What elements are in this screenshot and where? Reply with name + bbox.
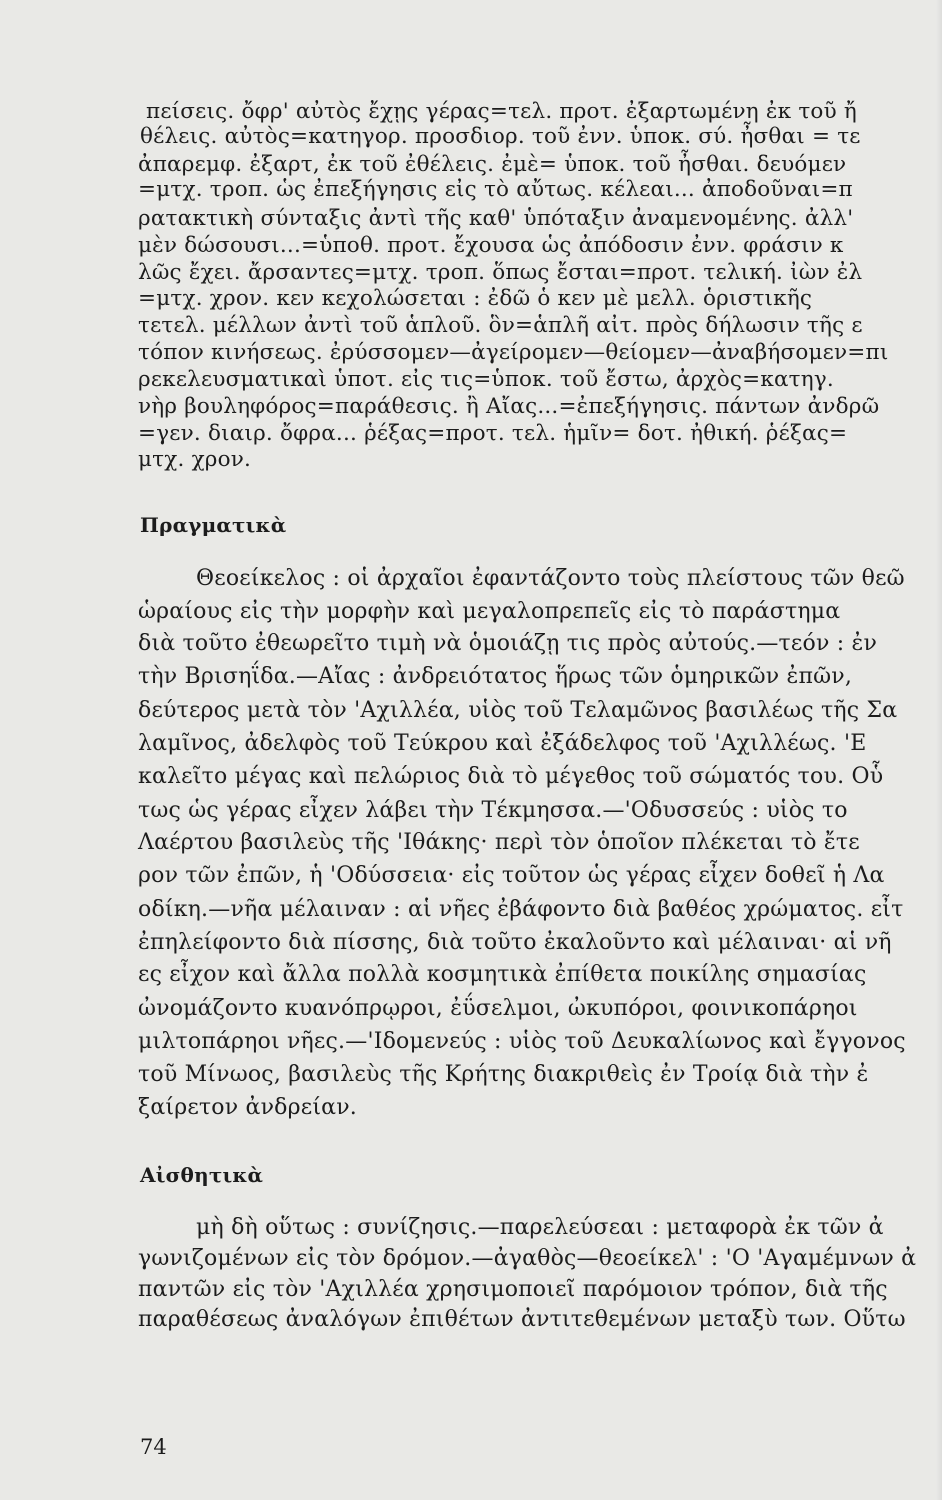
- text-line: μτχ. χρον.: [138, 447, 252, 472]
- text-line: γωνιζομένων εἰς τὸν δρόμον.—ἀγαθὸς—θεοείκελ' : 'Ο 'Αγαμέμνων ἀ: [138, 1246, 917, 1271]
- text-line: νὴρ βουληφόρος=παράθεσις. ἢ Αἴας...=ἐπεξήγησις. πάντων ἀνδρῶ: [138, 394, 880, 419]
- text-line: ρατακτικὴ σύνταξις ἀντὶ τῆς καθ' ὑπόταξιν ἀναμενομένης. ἀλλ': [138, 206, 854, 231]
- text-line: οδίκη.—νῆα μέλαιναν : αἱ νῆες ἐβάφοντο διὰ βαθέος χρώματος. εἶτ: [138, 897, 904, 922]
- text-line: Θεοείκελος : οἱ ἀρχαῖοι ἐφαντάζοντο τοὺς πλείστους τῶν θεῶ: [196, 566, 905, 591]
- text-line: τόπον κινήσεως. ἐρύσσομεν—ἀγείρομεν—θείομεν—ἀναβήσομεν=πι: [138, 340, 889, 365]
- text-line: καλεῖτο μέγας καὶ πελώριος διὰ τὸ μέγεθος τοῦ σώματός του. Οὗ: [138, 764, 884, 789]
- text-line: ὡραίους εἰς τὴν μορφὴν καὶ μεγαλοπρεπεῖς εἰς τὸ παράστημα: [138, 599, 841, 624]
- text-line: λῶς ἔχει. ἄρσαντες=μτχ. τροπ. ὅπως ἔσται=προτ. τελική. ἰὼν ἐλ: [138, 260, 863, 285]
- section-heading-aisthitika: Αἰσθητικὰ: [140, 1163, 264, 1187]
- section-heading-pragmatika: Πραγματικὰ: [140, 513, 287, 537]
- text-line: =μτχ. χρον. κεν κεχολώσεται : ἐδῶ ὁ κεν μὲ μελλ. ὁριστικῆς: [138, 286, 813, 311]
- text-line: τετελ. μέλλων ἀντὶ τοῦ ἁπλοῦ. ὃν=ἁπλῆ αἰτ. πρὸς δήλωσιν τῆς ε: [138, 313, 863, 338]
- text-line: θέλεις. αὐτὸς=κατηγορ. προσδιορ. τοῦ ἐνν. ὑποκ. σύ. ἦσθαι = τε: [140, 124, 861, 149]
- text-line: μιλτοπάρηοι νῆες.—'Ιδομενεύς : υἱὸς τοῦ Δευκαλίωνος καὶ ἔγγονος: [138, 1029, 906, 1054]
- text-line: λαμῖνος, ἀδελφὸς τοῦ Τεύκρου καὶ ἐξάδελφος τοῦ 'Αχιλλέως. 'Ε: [138, 731, 867, 756]
- text-line: ρον τῶν ἐπῶν, ἡ 'Οδύσσεια· εἰς τοῦτον ὡς γέρας εἶχεν δοθεῖ ἡ Λα: [138, 863, 885, 888]
- text-line: παντῶν εἰς τὸν 'Αχιλλέα χρησιμοποιεῖ παρόμοιον τρόπον, διὰ τῆς: [138, 1277, 888, 1302]
- text-line: δεύτερος μετὰ τὸν 'Αχιλλέα, υἱὸς τοῦ Τελαμῶνος βασιλέως τῆς Σα: [138, 698, 898, 723]
- text-line: ρεκελευσματικαὶ ὑποτ. εἰς τις=ὑποκ. τοῦ ἔστω, ἀρχὸς=κατηγ.: [138, 367, 834, 392]
- page-number: 74: [140, 1435, 167, 1459]
- text-line: =γεν. διαιρ. ὄφρα... ῥέξας=προτ. τελ. ἡμῖν= δοτ. ἠθική. ῥέξας=: [138, 421, 848, 446]
- text-line: παραθέσεως ἀναλόγων ἐπιθέτων ἀντιτεθεμένων μεταξὺ των. Οὕτω: [138, 1307, 906, 1332]
- text-line: =μτχ. τροπ. ὡς ἐπεξήγησις εἰς τὸ αὔτως. κέλεαι... ἀποδοῦναι=π: [138, 177, 853, 202]
- text-line: ες εἶχον καὶ ἄλλα πολλὰ κοσμητικὰ ἐπίθετα ποικίλης σημασίας: [138, 962, 867, 987]
- text-line: ξαίρετον ἀνδρείαν.: [138, 1095, 357, 1120]
- text-line: ὠνομάζοντο κυανόπρῳροι, ἐΰσελμοι, ὠκυπόροι, φοινικοπάρηοι: [138, 996, 858, 1021]
- text-line: τως ὡς γέρας εἶχεν λάβει τὴν Τέκμησσα.—'Οδυσσεύς : υἱὸς το: [138, 798, 848, 823]
- text-line: διὰ τοῦτο ἐθεωρεῖτο τιμὴ νὰ ὁμοιάζῃ τις πρὸς αὐτούς.—τεόν : ἐν: [138, 631, 878, 656]
- text-line: τοῦ Μίνωος, βασιλεὺς τῆς Κρήτης διακριθεὶς ἐν Τροίᾳ διὰ τὴν ἐ: [138, 1062, 869, 1087]
- text-line: Λαέρτου βασιλεὺς τῆς 'Ιθάκης· περὶ τὸν ὁποῖον πλέκεται τὸ ἔτε: [138, 830, 860, 855]
- text-line: ἀπαρεμφ. ἐξαρτ, ἐκ τοῦ ἐθέλεις. ἐμὲ= ὑποκ. τοῦ ἦσθαι. δευόμεν: [138, 152, 847, 177]
- text-line: μὴ δὴ οὕτως : συνίζησις.—παρελεύσεαι : μεταφορὰ ἐκ τῶν ἀ: [196, 1215, 884, 1240]
- text-line: ἐπηλείφοντο διὰ πίσσης, διὰ τοῦτο ἐκαλοῦντο καὶ μέλαιναι· αἱ νῆ: [138, 930, 892, 955]
- text-line: τὴν Βρισηΐδα.—Αἴας : ἀνδρειότατος ἥρως τῶν ὁμηρικῶν ἐπῶν,: [138, 664, 853, 689]
- text-line: μὲν δώσουσι...=ὑποθ. προτ. ἔχουσα ὡς ἀπόδοσιν ἐνν. φράσιν κ: [138, 233, 844, 258]
- text-line: πείσεις. ὄφρ' αὐτὸς ἔχῃς γέρας=τελ. προτ. ἐξαρτωμένη ἐκ τοῦ ἤ: [146, 99, 857, 124]
- page-edge-shadow: [936, 0, 942, 1500]
